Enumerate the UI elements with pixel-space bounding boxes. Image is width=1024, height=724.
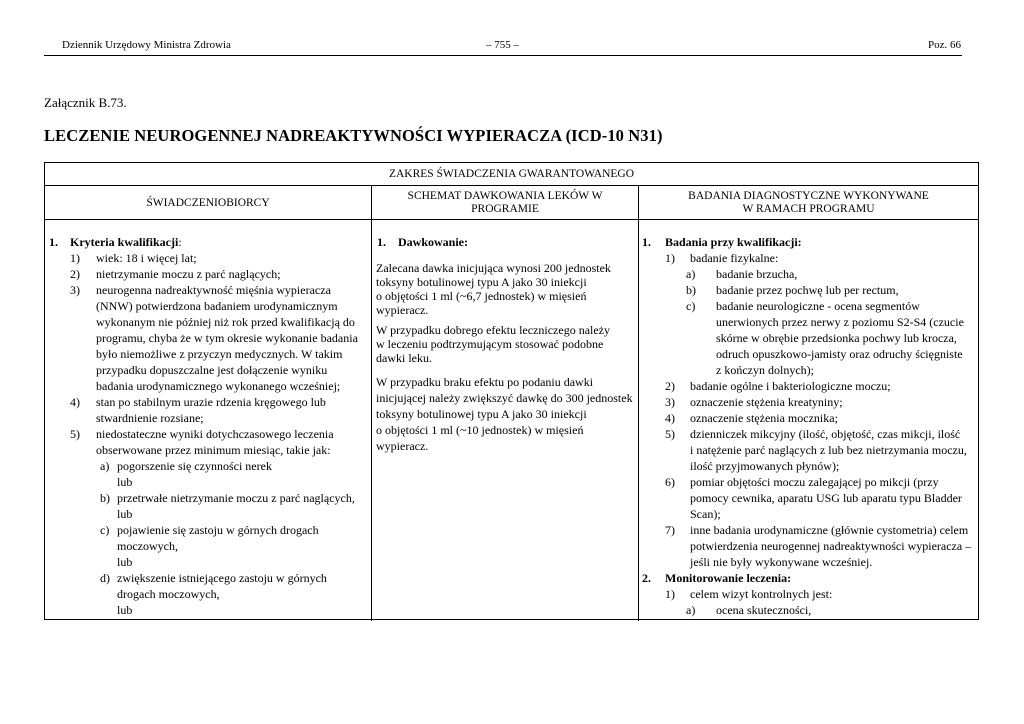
list-item: inne badania urodynamiczne (głównie cystometria) celem — [690, 523, 969, 537]
paragraph-line: W przypadku dobrego efektu leczniczego należy — [376, 323, 610, 337]
list-item: oznaczenie stężenia kreatyniny; — [690, 395, 843, 409]
paragraph-line: o objętości 1 ml (~10 jednostek) w mięsień — [376, 423, 584, 437]
paragraph-line: toksyny botulinowej typu A jako 30 iniekcji — [376, 275, 587, 289]
list-marker: 5) — [665, 427, 675, 441]
list-marker: 2) — [70, 267, 80, 281]
diagnostics-cell — [639, 163, 978, 621]
list-marker: 1) — [665, 587, 675, 601]
list-marker: 6) — [665, 475, 675, 489]
list-item: lub — [117, 507, 133, 521]
list-item: zwiększenie istniejącego zastoju w górnych — [117, 571, 327, 585]
beneficiaries-cell — [45, 163, 371, 621]
list-item: moczowych, — [117, 539, 178, 553]
list-number: 1. — [377, 235, 386, 249]
list-item: i natężenie parć naglących z lub bez nietrzymania moczu, — [690, 443, 967, 457]
list-item: badanie ogólne i bakteriologiczne moczu; — [690, 379, 891, 393]
list-item: pomocy cewnika, aparatu USG lub aparatu typu Bladder — [690, 491, 962, 505]
paragraph-line: dawki leku. — [376, 351, 432, 365]
list-item: przypadku dopuszczalne jest dołączenie wyniku — [96, 363, 328, 377]
list-item: badanie przez pochwę lub per rectum, — [716, 283, 899, 297]
list-marker: a) — [686, 267, 696, 281]
list-item: badanie fizykalne: — [690, 251, 779, 265]
dosage-cell — [372, 163, 638, 621]
list-item: pogorszenie się czynności nerek — [117, 459, 272, 473]
paragraph-line: w leczeniu podtrzymującym stosować podobne — [376, 337, 604, 351]
list-number: 1. — [49, 235, 58, 249]
list-item: lub — [117, 603, 133, 617]
list-item: (NNW) potwierdzona badaniem urodynamicznym — [96, 299, 338, 313]
list-marker: b) — [686, 283, 696, 297]
position-number: Poz. 66 — [928, 39, 961, 51]
list-marker: 1) — [665, 251, 675, 265]
list-item: lub — [117, 475, 133, 489]
list-item: skórne w obrębie przedsionka pochwy lub krocza, — [716, 331, 957, 345]
list-marker: c) — [686, 299, 696, 313]
column-header-diagnostics-line: W RAMACH PROGRAMU — [742, 203, 875, 215]
list-item: nietrzymanie moczu z parć naglących; — [96, 267, 281, 281]
page-number: – 755 – — [486, 39, 519, 51]
list-item: neurogenna nadreaktywność mięśnia wypieracza — [96, 283, 331, 297]
paragraph-line: wypieracz. — [376, 439, 429, 453]
section-heading: Badania przy kwalifikacji: — [665, 235, 802, 249]
list-item: celem wizyt kontrolnych jest: — [690, 587, 833, 601]
section-heading — [70, 234, 182, 250]
list-marker: 2) — [665, 379, 675, 393]
list-item: badanie brzucha, — [716, 267, 798, 281]
list-item: pomiar objętości moczu zalegającej po mikcji (przy — [690, 475, 939, 489]
list-item: z kończyn dolnych); — [716, 363, 814, 377]
paragraph-line: W przypadku braku efektu po podaniu dawki — [376, 375, 594, 389]
list-marker: 7) — [665, 523, 675, 537]
column-header-dosage-line: PROGRAMIE — [471, 203, 539, 215]
list-item: programu, chyba że w tym okresie wykonanie badania — [96, 331, 358, 345]
list-marker: a) — [100, 459, 110, 473]
list-item: Scan); — [690, 507, 721, 521]
list-marker: 3) — [665, 395, 675, 409]
list-item: stan po stabilnym urazie rdzenia kręgowego lub — [96, 395, 326, 409]
list-number: 1. — [642, 235, 651, 249]
column-header-diagnostics-line: BADANIA DIAGNOSTYCZNE WYKONYWANE — [688, 190, 929, 202]
list-item: badania urodynamicznego wykonanego wcześniej; — [96, 379, 341, 393]
list-marker: b) — [100, 491, 110, 505]
page-title: LECZENIE NEUROGENNEJ NADREAKTYWNOŚCI WYPIERACZA (ICD-10 N31) — [44, 126, 663, 145]
list-item: ilość przyjmowanych płynów); — [690, 459, 840, 473]
list-item: badanie neurologiczne - ocena segmentów — [716, 299, 920, 313]
list-item: pojawienie się zastoju w górnych drogach — [117, 523, 319, 537]
program-table — [44, 162, 979, 620]
list-item: odruch opuszkowo-jamisty oraz odruchy ścięgniste — [716, 347, 963, 361]
section-heading-colon: : — [178, 235, 182, 249]
list-item: niedostateczne wyniki dotychczasowego leczenia — [96, 427, 334, 441]
scope-header: ZAKRES ŚWIADCZENIA GWARANTOWANEGO — [388, 168, 635, 180]
list-marker: 3) — [70, 283, 80, 297]
list-number: 2. — [642, 571, 651, 585]
list-item: lub — [117, 555, 133, 569]
annex-label: Załącznik B.73. — [44, 95, 127, 110]
list-item: oznaczenie stężenia mocznika; — [690, 411, 838, 425]
header-rule — [44, 55, 962, 56]
list-item: drogach moczowych, — [117, 587, 220, 601]
paragraph-line: inicjującej należy zwiększyć dawkę do 300 jednostek — [376, 391, 633, 405]
column-header-dosage-line: SCHEMAT DAWKOWANIA LEKÓW W — [407, 190, 603, 202]
list-marker: 5) — [70, 427, 80, 441]
list-item: ocena skuteczności, — [716, 603, 812, 617]
list-item: wiek: 18 i więcej lat; — [96, 251, 197, 265]
list-item: stwardnienie rozsiane; — [96, 411, 204, 425]
list-item: przetrwałe nietrzymanie moczu z parć naglących, — [117, 491, 355, 505]
journal-name: Dziennik Urzędowy Ministra Zdrowia — [62, 39, 231, 51]
section-heading-text: Kryteria kwalifikacji — [70, 235, 179, 249]
list-item: obserwowane przez minimum miesiąc, takie jak: — [96, 443, 331, 457]
paragraph-line: Zalecana dawka inicjująca wynosi 200 jednostek — [376, 261, 611, 275]
paragraph-line: o objętości 1 ml (~6,7 jednostek) w mięsień — [376, 289, 587, 303]
list-marker: d) — [100, 571, 110, 585]
list-marker: c) — [100, 523, 110, 537]
list-item: wykonanym nie później niż rok przed kwalifikacją do — [96, 315, 355, 329]
list-item: dzienniczek mikcyjny (ilość, objętość, czas mikcji, ilość — [690, 427, 961, 441]
list-marker: a) — [686, 603, 696, 617]
list-marker: 1) — [70, 251, 80, 265]
list-item: unerwionych przez nerwy z poziomu S2-S4 (czucie — [716, 315, 964, 329]
column-header-beneficiaries: ŚWIADCZENIOBIORCY — [146, 197, 270, 209]
list-item: było niemożliwe z przyczyn medycznych. W takim — [96, 347, 343, 361]
list-item: potwierdzenia neurogennej nadreaktywności wypieracza – — [690, 539, 972, 553]
section-heading: Dawkowanie: — [398, 235, 469, 249]
list-marker: 4) — [70, 395, 80, 409]
section-heading: Monitorowanie leczenia: — [665, 571, 792, 585]
paragraph-line: toksyny botulinowej typu A jako 30 iniekcji — [376, 407, 587, 421]
paragraph-line: wypieracz. — [376, 303, 429, 317]
list-marker: 4) — [665, 411, 675, 425]
list-item: jeśli nie były wykonywane wcześniej. — [690, 555, 873, 569]
